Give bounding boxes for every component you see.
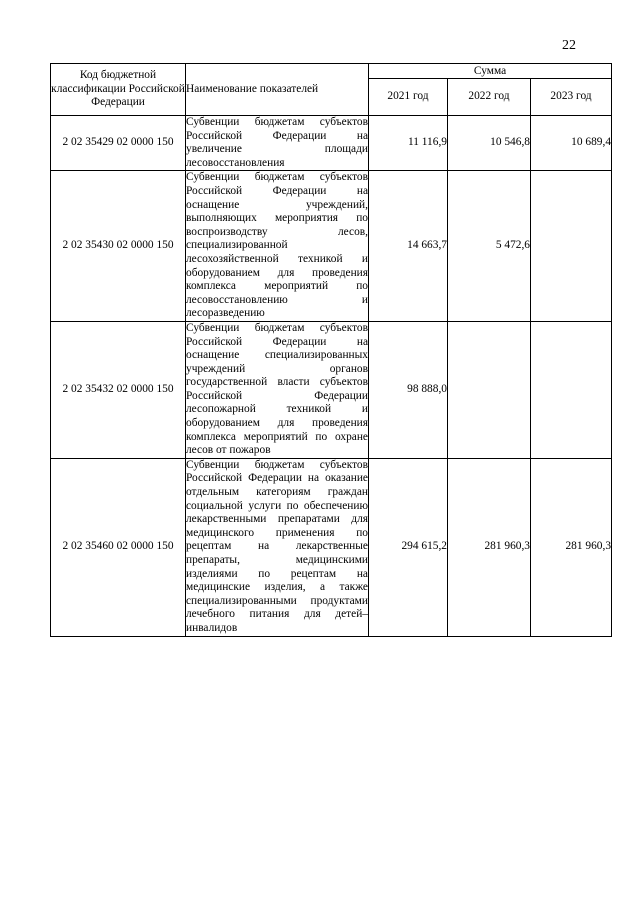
page-number: 22 [562, 38, 576, 53]
row-budget-code: 2 02 35429 02 0000 150 [51, 116, 186, 171]
row-amount-2022 [448, 321, 531, 458]
row-amount-2021: 98 888,0 [369, 321, 448, 458]
row-indicator-name: Субвенции бюджетам субъектов Российской Федерации на оснащение специализированных учреждений органов государственной власти субъектов Российской Федерации лесопожарной техникой и оборудованием для проведения комплекса мероприятий по охране лесов от пожаров [186, 321, 369, 458]
row-budget-code: 2 02 35430 02 0000 150 [51, 171, 186, 322]
header-year-2022: 2022 год [448, 79, 531, 116]
row-budget-code: 2 02 35432 02 0000 150 [51, 321, 186, 458]
row-indicator-name: Субвенции бюджетам субъектов Российской Федерации на увеличение площади лесовосстановления [186, 116, 369, 171]
row-amount-2021: 294 615,2 [369, 458, 448, 636]
header-year-2023: 2023 год [531, 79, 612, 116]
table-row [51, 116, 612, 171]
table-row [51, 458, 612, 636]
row-amount-2023: 10 689,4 [531, 116, 612, 171]
row-amount-2023: 281 960,3 [531, 458, 612, 636]
row-indicator-name: Субвенции бюджетам субъектов Российской Федерации на оказание отдельным категориям граждан социальной услуги по обеспечению лекарственными препаратами для медицинского применения по рецептам на лекарственные препараты, медицинскими изделиями по рецептам на медицинские изделия, а также специализированными продуктами лечебного питания для детей–инвалидов [186, 458, 369, 636]
table-row [51, 171, 612, 322]
row-amount-2023 [531, 171, 612, 322]
row-amount-2022: 10 546,8 [448, 116, 531, 171]
header-budget-code: Код бюджетной классификации Российской Федерации [51, 64, 186, 116]
header-indicator-name: Наименование показателей [186, 64, 369, 116]
row-indicator-name: Субвенции бюджетам субъектов Российской Федерации на оснащение учреждений, выполняющих мероприятия по воспроизводству лесов, специализированной лесохозяйственной техникой и оборудованием для проведения комплекса мероприятий по лесовосстановлению и лесоразведению [186, 171, 369, 322]
row-amount-2022: 281 960,3 [448, 458, 531, 636]
header-year-2021: 2021 год [369, 79, 448, 116]
table-row [51, 321, 612, 458]
row-amount-2023 [531, 321, 612, 458]
row-budget-code: 2 02 35460 02 0000 150 [51, 458, 186, 636]
header-sum: Сумма [369, 64, 612, 79]
row-amount-2022: 5 472,6 [448, 171, 531, 322]
budget-table [50, 63, 612, 637]
row-amount-2021: 14 663,7 [369, 171, 448, 322]
row-amount-2021: 11 116,9 [369, 116, 448, 171]
